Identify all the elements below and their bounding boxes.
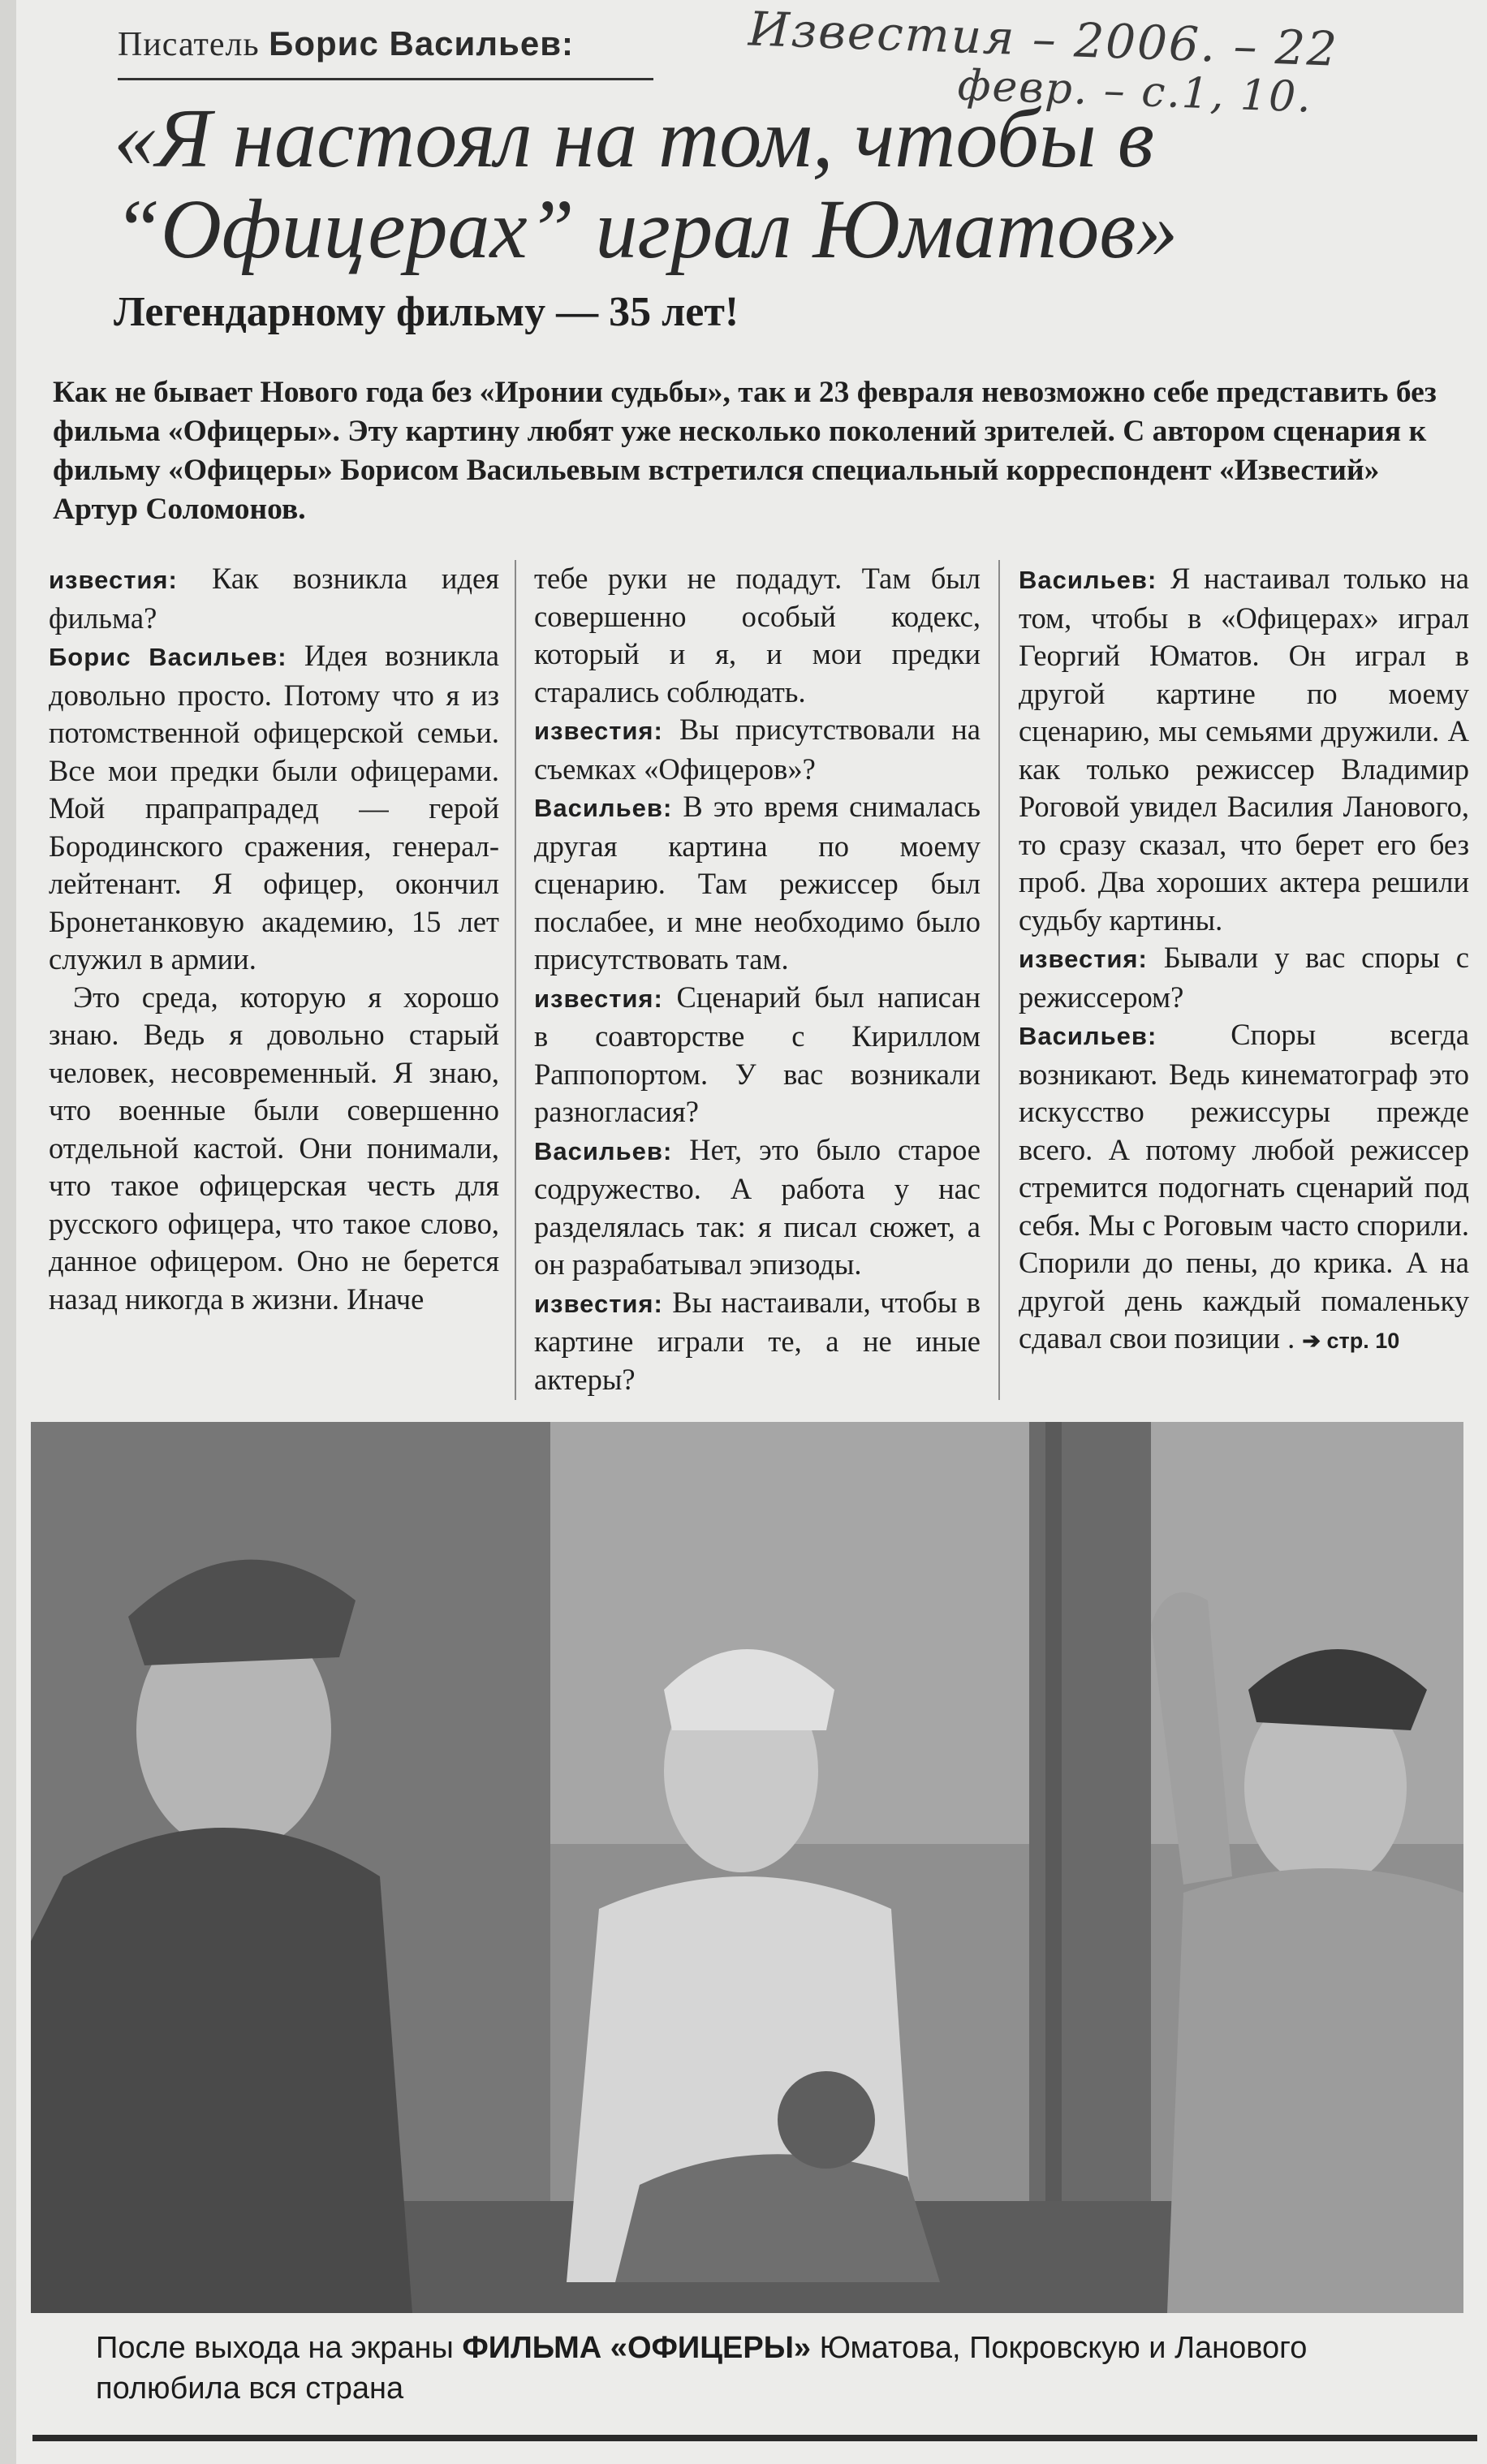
question-text: Как возникла идея фильма? <box>49 562 500 635</box>
question-4 <box>534 1284 981 1399</box>
column-divider <box>998 560 1000 1400</box>
speaker-label: известия: <box>534 1289 663 1318</box>
answer-text: Я настаивал только на том, чтобы в «Офицерах» играл Георгий Юматов. Он играл в другой картине по моему сценарию, мы семьями дружили. А как только режиссер Владимир Роговой увидел Василия Ланового, то сразу сказал, что берет его без проб. Два хороших актера решили судьбу картины. <box>1019 562 1469 937</box>
answer-text: Споры всегда возникают. Ведь кинематограф это искусство режиссуры прежде всего. А потому любой режиссер стремится подогнать сценарий под себя. Мы с Роговым часто спорили. Спорили до пены, до крика. А на другой день каждый помаленьку сдавал свои позиции . <box>1019 1018 1469 1355</box>
kicker-name: Борис Васильев: <box>269 24 575 62</box>
question-text: Вы присутствовали на съемках «Офицеров»? <box>534 713 981 786</box>
kicker-label: Писатель <box>118 26 260 63</box>
answer-text: В это время снималась другая картина по моему сценарию. Там режиссер был послабее, и мне необходимо было присутствовать там. <box>534 790 981 976</box>
speaker-label: известия: <box>1019 945 1148 973</box>
column-divider <box>515 560 516 1400</box>
answer-5 <box>1019 1016 1469 1360</box>
bottom-rule <box>32 2435 1477 2441</box>
answer-3 <box>534 1131 981 1284</box>
column-3 <box>1019 560 1469 1360</box>
photo-caption <box>96 2328 1443 2409</box>
speaker-label: Васильев: <box>1019 1022 1157 1050</box>
question-1 <box>49 560 499 637</box>
answer-1 <box>49 637 499 979</box>
handwritten-line-1: Известия – 2006. – 22 <box>747 1 1340 77</box>
answer-text: Идея возникла довольно просто. Потому что я из потомственной офицерской семьи. Все мои предки были офицерами. Мой прапрапрадед — герой Бородинского сражения, генерал-лейтенант. Я офицер, окончил Бронетанковую академию, 15 лет служил в армии. <box>49 639 499 976</box>
lead-paragraph <box>53 373 1465 529</box>
question-3 <box>534 979 981 1131</box>
caption-bold: ФИЛЬМА «ОФИЦЕРЫ» <box>462 2331 812 2365</box>
question-text: Вы настаивали, чтобы в картине играли те, а не иные актеры? <box>534 1285 981 1396</box>
speaker-label: Борис Васильев: <box>49 643 287 671</box>
answer-2 <box>534 788 981 979</box>
column-1 <box>49 560 499 1318</box>
speaker-label: Васильев: <box>534 794 673 822</box>
kicker <box>118 24 574 64</box>
lead-author: Артур Соломонов <box>53 493 299 526</box>
headline: «Я настоял на том, чтобы в “Офицерах” играл Юматов» <box>114 92 1179 276</box>
answer-1-continued: тебе руки не подадут. Там был совершенно особый кодекс, который и я, и мои предки старались соблюдать. <box>534 562 981 709</box>
answer-4 <box>1019 560 1469 939</box>
caption-prefix: После выхода на экраны <box>96 2331 454 2365</box>
kicker-rule <box>118 78 653 80</box>
film-still-illustration <box>31 1422 1463 2313</box>
handwritten-line-2: февр. – с.1, 10. <box>956 61 1313 123</box>
lead-text: Как не бывает Нового года без «Иронии судьбы», так и 23 февраля невозможно себе представить без фильма «Офицеры». Эту картину любят уже несколько поколений зрителей. С автором сценария к фильму «Офицеры» Борисом Васильевым встретился специальный корреспондент «Известий» <box>53 376 1437 487</box>
speaker-label: известия: <box>49 566 178 594</box>
question-text: Бывали у вас споры с режиссером? <box>1019 941 1469 1014</box>
scan-edge <box>0 0 16 2464</box>
column-2 <box>534 560 981 1398</box>
film-still-photo <box>31 1422 1463 2313</box>
continued-on-page-link: ➔ стр. 10 <box>1302 1329 1400 1353</box>
caption-suffix: Юматова, Покровскую и Ланового полюбила вся страна <box>96 2331 1308 2406</box>
speaker-label: известия: <box>534 717 663 745</box>
lead-end: . <box>298 493 306 526</box>
question-text: Сценарий был написан в соавторстве с Кириллом Раппопортом. У вас возникали разногласия? <box>534 980 981 1128</box>
speaker-label: Васильев: <box>534 1136 673 1165</box>
subhead: Легендарному фильму — 35 лет! <box>114 289 739 335</box>
speaker-label: известия: <box>534 984 663 1013</box>
answer-text: Нет, это было старое содружество. А работа у нас разделялась так: я писал сюжет, а он разрабатывал эпизоды. <box>534 1132 981 1281</box>
question-5 <box>1019 939 1469 1016</box>
answer-1-paragraph-2: Это среда, которую я хорошо знаю. Ведь я довольно старый человек, несовременный. Я знаю, что военные были совершенно отдельной кастой. Они понимали, что такое офицерская честь для русского офицера, что такое слово, данное офицером. Оно не берется назад никогда в жизни. Иначе <box>49 980 499 1316</box>
question-2 <box>534 711 981 788</box>
speaker-label: Васильев: <box>1019 566 1157 594</box>
